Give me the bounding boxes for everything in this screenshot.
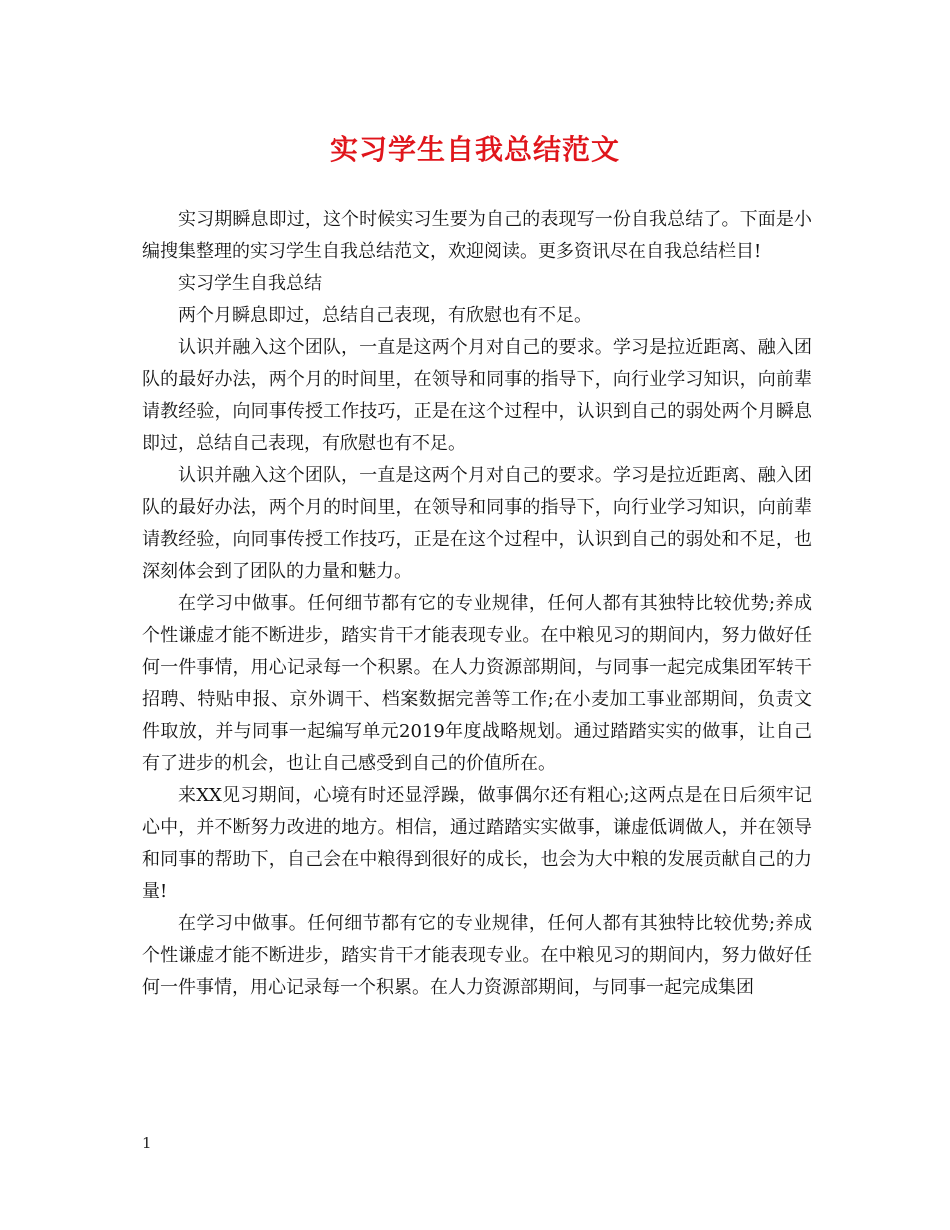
document-body	[142, 204, 812, 1004]
paragraph: 两个月瞬息即过，总结自己表现，有欣慰也有不足。	[178, 305, 592, 326]
document-title: 实习学生自我总结范文	[329, 133, 620, 166]
paragraph: 在学习中做事。任何细节都有它的专业规律，任何人都有其独特比较优势;养成个性谦虚才能不断进步，踏实肯干才能表现专业。在中粮见习的期间内，努力做好任何一件事情，用心记录每一个积累。在人力资源部期间，与同事一起完成集团军转干招聘、特贴申报、京外调干、档案数据完善等工作;在小麦加工事业部期间，负责文件取放，并与同事一起编写单元2019年度战略规划。通过踏踏实实的做事，让自己有了进步的机会，也让自己感受到自己的价值所在。	[142, 593, 812, 774]
paragraph-subheading: 实习学生自我总结	[178, 273, 322, 294]
page-number: 1	[142, 1134, 152, 1152]
paragraph: 来XX见习期间，心境有时还显浮躁，做事偶尔还有粗心;这两点是在日后须牢记心中，并不断努力改进的地方。相信，通过踏踏实实做事，谦虚低调做人，并在领导和同事的帮助下，自己会在中粮得到很好的成长，也会为大中粮的发展贡献自己的力量!	[142, 785, 812, 902]
paragraph: 认识并融入这个团队，一直是这两个月对自己的要求。学习是拉近距离、融入团队的最好办法，两个月的时间里，在领导和同事的指导下，向行业学习知识，向前辈请教经验，向同事传授工作技巧，正是在这个过程中，认识到自己的弱处两个月瞬息即过，总结自己表现，有欣慰也有不足。	[142, 337, 812, 454]
paragraph-intro: 实习期瞬息即过，这个时候实习生要为自己的表现写一份自我总结了。下面是小编搜集整理的实习学生自我总结范文，欢迎阅读。更多资讯尽在自我总结栏目!	[142, 209, 812, 262]
paragraph: 在学习中做事。任何细节都有它的专业规律，任何人都有其独特比较优势;养成个性谦虚才能不断进步，踏实肯干才能表现专业。在中粮见习的期间内，努力做好任何一件事情，用心记录每一个积累。在人力资源部期间，与同事一起完成集团	[142, 913, 812, 998]
paragraph: 认识并融入这个团队，一直是这两个月对自己的要求。学习是拉近距离、融入团队的最好办法，两个月的时间里，在领导和同事的指导下，向行业学习知识，向前辈请教经验，向同事传授工作技巧，正是在这个过程中，认识到自己的弱处和不足，也深刻体会到了团队的力量和魅力。	[142, 465, 812, 582]
